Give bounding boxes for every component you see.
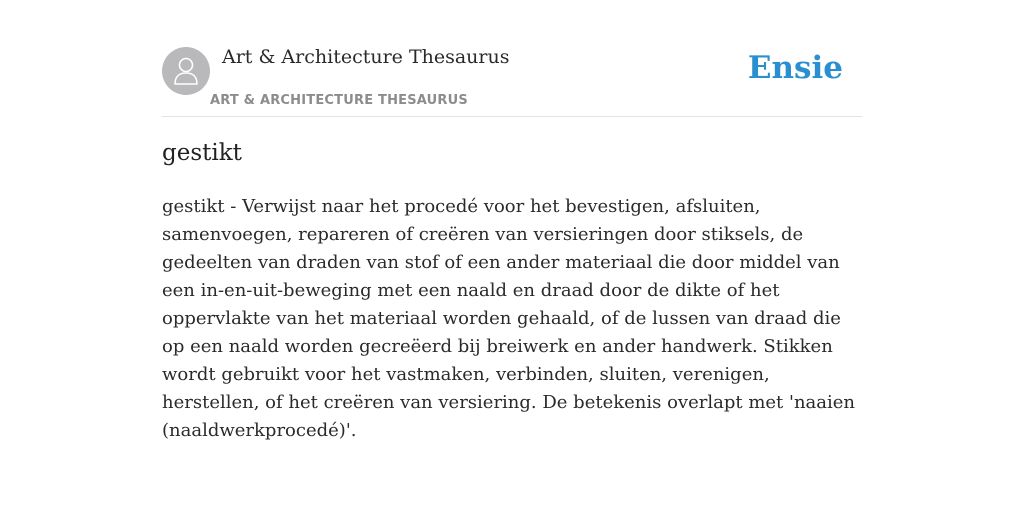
definition-text: gestikt - Verwijst naar het procedé voor het bevestigen, afsluiten, samenvoegen, repareren of creëren van versieringen door stiksels, de gedeelten van draden van stof of een ander materiaal die door middel van een in-en-uit-beweging met een naald en draad door de dikte of het oppervlakte van het materiaal worden gehaald, of de lussen van draad die op een naald worden gecreëerd bij breiwerk en ander handwerk. Stikken wordt gebruikt voor het vastmaken, verbinden, sluiten, verenigen, herstellen, of het creëren van versiering. De betekenis overlapt met 'naaien (naaldwerkprocedé)'. (162, 196, 856, 441)
page-header (162, 0, 862, 117)
author-avatar[interactable] (162, 47, 210, 95)
user-avatar-icon (172, 56, 200, 86)
author-name[interactable]: Art & Architecture Thesaurus (222, 46, 510, 68)
term-title: gestikt (162, 140, 242, 166)
brand-logo[interactable]: Ensie (747, 50, 843, 86)
source-label[interactable]: ART & ARCHITECTURE THESAURUS (210, 93, 468, 108)
